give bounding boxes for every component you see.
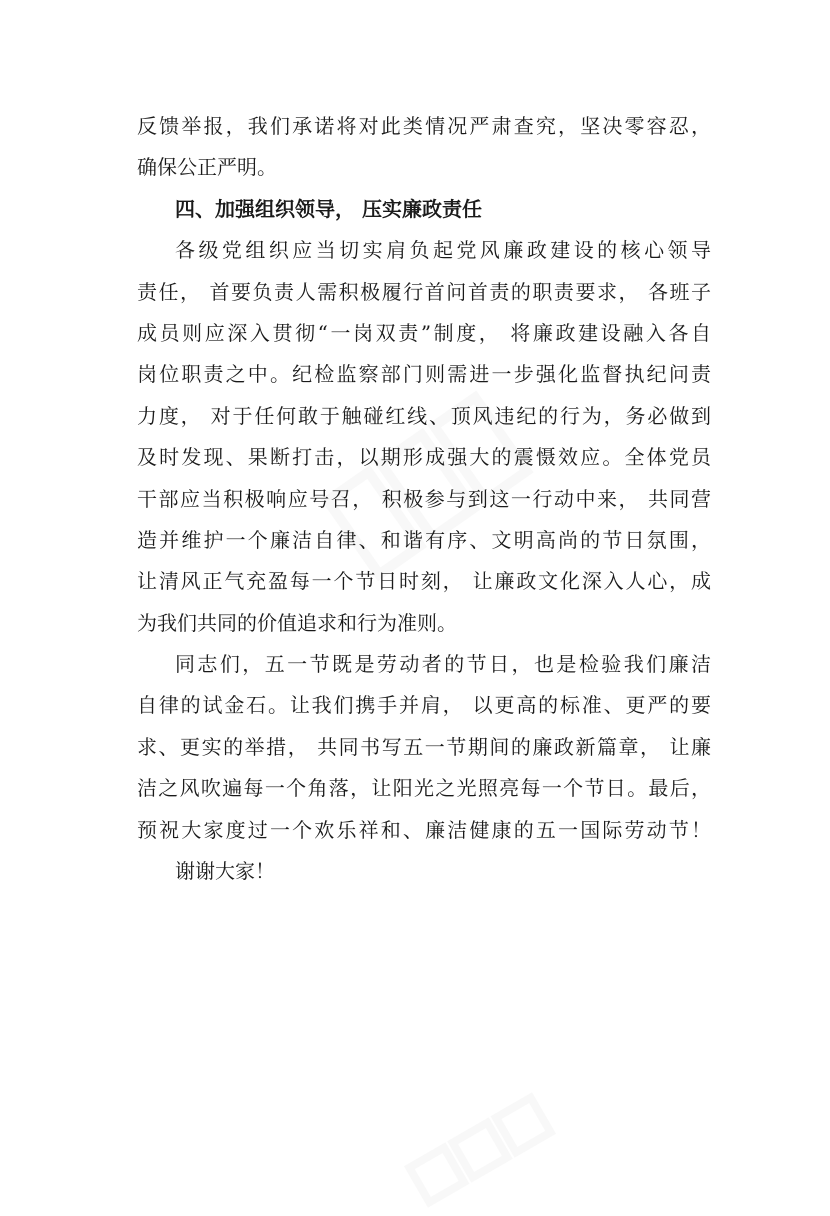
paragraph-line: 谢谢大家！ xyxy=(175,859,275,884)
watermark-logo-bottom xyxy=(396,1084,565,1216)
paragraph-line: 洁之风吹遍每一个角落，让阳光之光照亮每一个节日。最后， xyxy=(137,776,711,801)
paragraph-line: 责任， 首要负责人需积极履行首问首责的职责要求， 各班子 xyxy=(137,279,711,304)
paragraph-line: 确保公正严明。 xyxy=(137,155,277,180)
paragraph-line: 同志们，五一节既是劳动者的节日，也是检验我们廉洁 xyxy=(175,652,711,677)
paragraph-line: 各级党组织应当切实肩负起党风廉政建设的核心领导 xyxy=(175,238,711,263)
paragraph-line: 自律的试金石。让我们携手并肩， 以更高的标准、更严的要 xyxy=(137,693,711,718)
paragraph-line: 反馈举报，我们承诺将对此类情况严肃查究，坚决零容忍， xyxy=(137,114,711,138)
paragraph-line: 力度， 对于任何敢于触碰红线、顶风违纪的行为，务必做到 xyxy=(137,403,711,428)
paragraph-line: 岗位职责之中。纪检监察部门则需进一步强化监督执纪问责 xyxy=(137,362,711,387)
paragraph-line: 造并维护一个廉洁自律、和谐有序、文明高尚的节日氛围， xyxy=(137,527,711,552)
paragraph-line: 及时发现、果断打击，以期形成强大的震慑效应。全体党员 xyxy=(137,445,711,470)
section-heading: 四、加强组织领导， 压实廉政责任 xyxy=(175,196,482,221)
paragraph-line: 干部应当积极响应号召， 积极参与到这一行动中来， 共同营 xyxy=(137,486,711,511)
paragraph-line: 让清风正气充盈每一个节日时刻， 让廉政文化深入人心，成 xyxy=(137,569,711,594)
paragraph-line: 求、更实的举措， 共同书写五一节期间的廉政新篇章， 让廉 xyxy=(137,734,711,759)
paragraph-line: 成员则应深入贯彻“一岗双责”制度， 将廉政建设融入各自 xyxy=(137,320,711,345)
paragraph-line: 为我们共同的价值追求和行为准则。 xyxy=(137,610,457,635)
document-body xyxy=(137,106,711,892)
paragraph-line: 预祝大家度过一个欢乐祥和、廉洁健康的五一国际劳动节！ xyxy=(137,817,711,842)
